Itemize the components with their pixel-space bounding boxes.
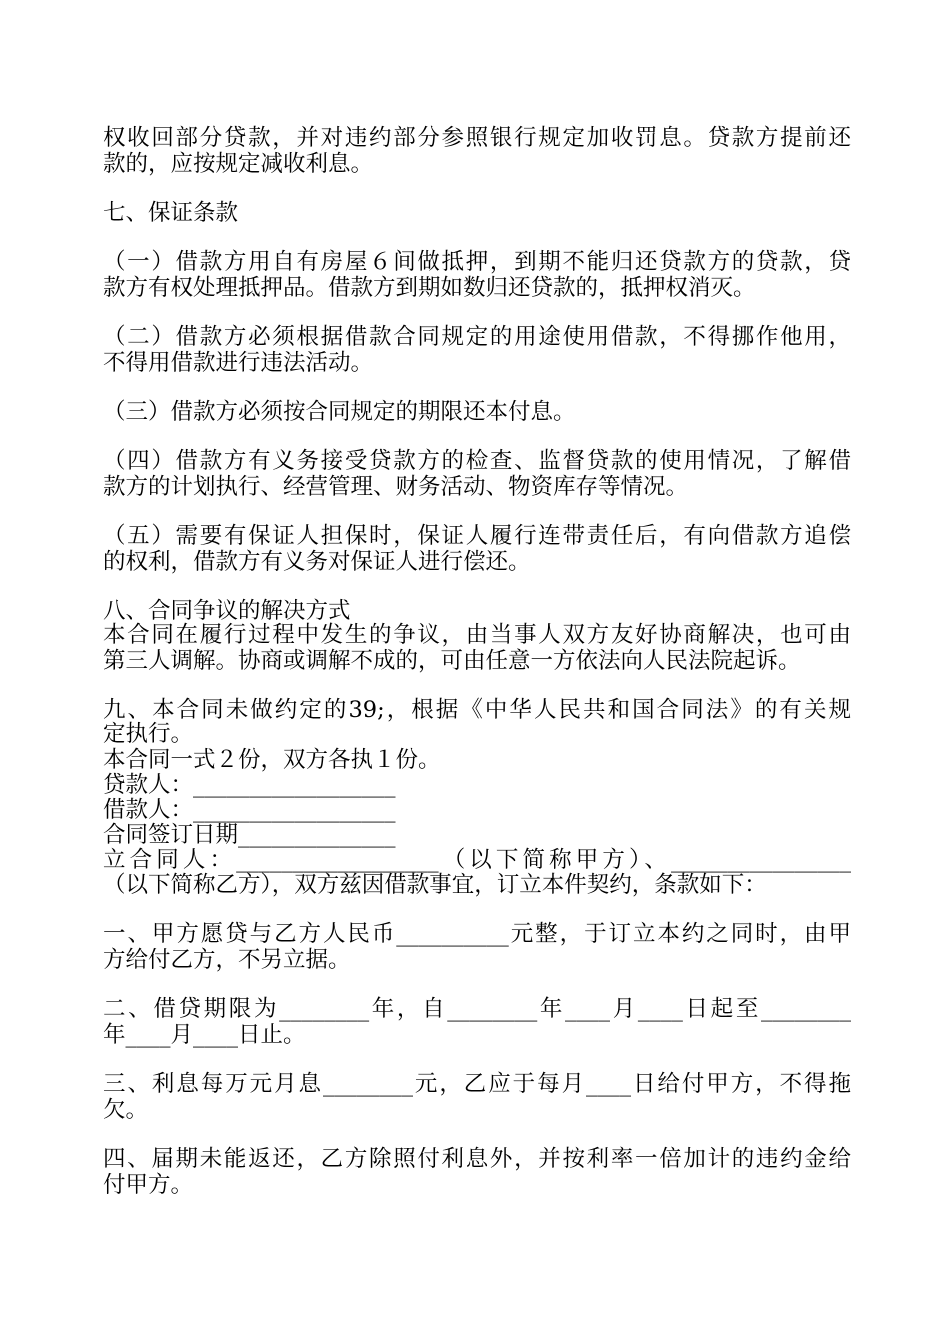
- borrower-signature-line: 借款人：__________________: [103, 797, 396, 823]
- text-line: 的权利，借款方有义务对保证人进行偿还。: [103, 549, 531, 575]
- text-line: 方给付乙方，不另立据。: [103, 947, 351, 973]
- text-line: （四）借款方有义务接受贷款方的检查、监督贷款的使用情况，了解借: [103, 448, 851, 474]
- text-line: 定执行。: [103, 721, 194, 747]
- text-line: 一、甲方愿贷与乙方人民币__________元整，于订立本约之同时，由甲: [103, 921, 851, 947]
- text-line: 九、本合同未做约定的39;，根据《中华人民共和国合同法》的有关规: [103, 697, 851, 723]
- text-line: 三、利息每万元月息________元，乙应于每月____日给付甲方，不得拖: [103, 1071, 851, 1097]
- sign-date-line: 合同签订日期______________: [103, 822, 396, 848]
- text-line: 权收回部分贷款，并对违约部分参照银行规定加收罚息。贷款方提前还: [103, 125, 851, 151]
- text-line: 第三人调解。协商或调解不成的，可由任意一方依法向人民法院起诉。: [103, 648, 801, 674]
- lender-signature-line: 贷款人：__________________: [103, 772, 396, 798]
- section-heading: 七、保证条款: [103, 200, 239, 226]
- text-line: 款方有权处理抵押品。借款方到期如数归还贷款的，抵押权消灭。: [103, 275, 756, 301]
- text-line: 立合同人：__________________（以下简称甲方）、________________: [103, 847, 851, 873]
- text-line: 付甲方。: [103, 1172, 194, 1198]
- text-line: （一）借款方用自有房屋６间做抵押，到期不能归还贷款方的贷款，贷: [103, 249, 851, 275]
- text-line: （三）借款方必须按合同规定的期限还本付息。: [103, 399, 576, 425]
- text-line: 欠。: [103, 1097, 149, 1123]
- text-line: 不得用借款进行违法活动。: [103, 350, 374, 376]
- section-heading: 八、合同争议的解决方式: [103, 598, 351, 624]
- text-line: 款方的计划执行、经营管理、财务活动、物资库存等情况。: [103, 474, 689, 500]
- text-line: 本合同在履行过程中发生的争议，由当事人双方友好协商解决，也可由: [103, 622, 851, 648]
- text-line: 本合同一式２份，双方各执１份。: [103, 747, 441, 773]
- text-line: （五）需要有保证人担保时，保证人履行连带责任后，有向借款方追偿: [103, 523, 851, 549]
- text-line: （二）借款方必须根据借款合同规定的用途使用借款，不得挪作他用，: [103, 324, 851, 350]
- text-line: （以下简称乙方），双方兹因借款事宜，订立本件契约，条款如下：: [103, 872, 767, 898]
- text-line: 年____月____日止。: [103, 1022, 306, 1048]
- text-line: 四、届期未能返还，乙方除照付利息外，并按利率一倍加计的违约金给: [103, 1146, 851, 1172]
- text-line: 二、借贷期限为________年，自________年____月____日起至________: [103, 996, 851, 1022]
- text-line: 款的，应按规定减收利息。: [103, 151, 374, 177]
